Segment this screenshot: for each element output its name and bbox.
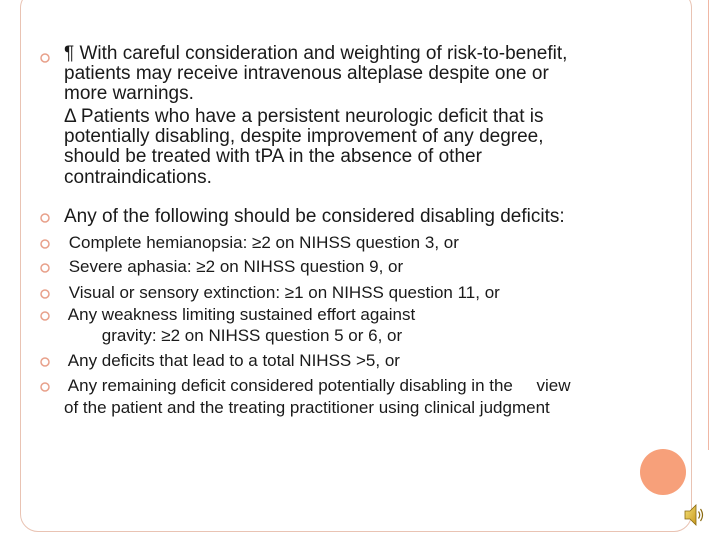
bullet-icon [40, 53, 50, 63]
bullet-icon [40, 289, 50, 299]
bullet-icon [40, 311, 50, 321]
text-line: Visual or sensory extinction: ≥1 on NIHSS question 11, or [64, 283, 500, 302]
text-line: Δ Patients who have a persistent neurologic deficit that is [64, 106, 544, 127]
bullet-icon [40, 263, 50, 273]
text-line: ¶ With careful consideration and weighting of risk-to-benefit, [64, 43, 568, 64]
text-line: Complete hemianopsia: ≥2 on NIHSS question 3, or [64, 233, 459, 252]
text-line: potentially disabling, despite improvement of any degree, [64, 126, 544, 147]
text-line: contraindications. [64, 167, 212, 188]
text-line: more warnings. [64, 83, 194, 104]
text-line: Any deficits that lead to a total NIHSS >5, or [64, 351, 400, 370]
text-line: Any remaining deficit considered potentially disabling in the view [64, 376, 571, 395]
text-line: Any weakness limiting sustained effort against [64, 305, 416, 324]
bullet-icon [40, 382, 50, 392]
text-line: gravity: ≥2 on NIHSS question 5 or 6, or [64, 326, 403, 345]
text-line: Any of the following should be considered disabling deficits: [64, 206, 565, 227]
text-line: should be treated with tPA in the absence of other [64, 146, 482, 167]
bullet-icon [40, 213, 50, 223]
text-line: patients may receive intravenous alteplase despite one or [64, 63, 549, 84]
text-line: Severe aphasia: ≥2 on NIHSS question 9, or [64, 257, 404, 276]
speaker-icon[interactable] [683, 502, 705, 528]
text-line: of the patient and the treating practitioner using clinical judgment [64, 398, 550, 417]
bullet-icon [40, 357, 50, 367]
decorative-circle [640, 449, 686, 495]
decorative-vertical-line [708, 0, 709, 450]
bullet-icon [40, 239, 50, 249]
